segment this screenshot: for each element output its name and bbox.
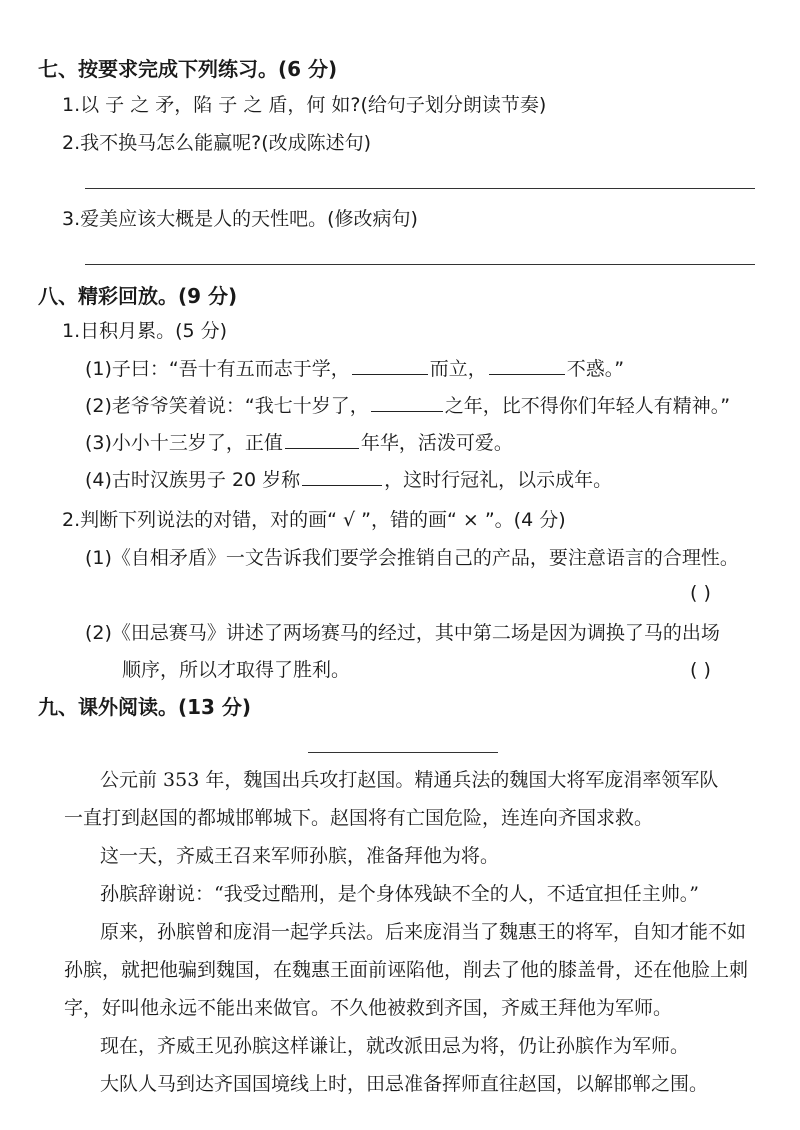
passage-line-9: 大队人马到达齐国国境线上时，田忌准备挥师直往赵国，以解邯郸之围。 <box>100 1073 709 1095</box>
fill-item-2-text-b: 之年，比不得你们年轻人有精神。” <box>444 395 731 417</box>
answer-line-7-2[interactable] <box>85 188 755 189</box>
passage-line-7: 字，好叫他永远不能出来做官。不久他被救到齐国，齐威王拜他为军师。 <box>64 997 673 1019</box>
passage-line-3: 这一天，齐威王召来军师孙膑，准备拜他为将。 <box>100 845 500 867</box>
judge-answer-1[interactable]: ( ) <box>690 582 711 604</box>
question-7-1: 1.以 子 之 矛，陷 子 之 盾，何 如?(给句子划分朗读节奏) <box>62 94 547 116</box>
question-7-3: 3.爱美应该大概是人的天性吧。(修改病句) <box>62 208 418 230</box>
passage-line-2: 一直打到赵国的都城邯郸城下。赵国将有亡国危险，连连向齐国求救。 <box>64 807 654 829</box>
question-7-2: 2.我不换马怎么能赢呢?(改成陈述句) <box>62 132 372 154</box>
judge-item-2-line-1: (2)《田忌赛马》讲述了两场赛马的经过，其中第二场是因为调换了马的出场 <box>85 622 720 644</box>
answer-line-7-3[interactable] <box>85 264 755 265</box>
fill-item-2-text-a: (2)老爷爷笑着说：“我七十岁了， <box>85 395 369 417</box>
section-9-title: 九、课外阅读。(13 分) <box>38 695 252 719</box>
fill-item-1 <box>85 356 624 382</box>
passage-title-blank[interactable] <box>308 752 498 753</box>
passage-line-8: 现在，齐威王见孙膑这样谦让，就改派田忌为将，仍让孙膑作为军师。 <box>100 1035 690 1057</box>
blank-5[interactable] <box>302 467 382 486</box>
fill-item-2 <box>85 393 730 419</box>
judge-item-1: (1)《自相矛盾》一文告诉我们要学会推销自己的产品，要注意语言的合理性。 <box>85 547 739 569</box>
fill-item-3-text-b: 年华，活泼可爱。 <box>360 432 513 454</box>
fill-item-3 <box>85 430 513 456</box>
section-8-title: 八、精彩回放。(9 分) <box>38 284 238 308</box>
fill-item-1-text-a: (1)子曰：“吾十有五而志于学， <box>85 358 350 380</box>
fill-item-4-text-a: (4)古时汉族男子 20 岁称 <box>85 469 301 491</box>
judge-item-2-line-2: 顺序，所以才取得了胜利。 <box>122 659 351 681</box>
passage-line-1: 公元前 353 年，魏国出兵攻打赵国。精通兵法的魏国大将军庞涓率领军队 <box>100 769 719 791</box>
question-8-1-title: 1.日积月累。(5 分) <box>62 320 228 342</box>
fill-item-1-text-b: 而立， <box>429 358 487 380</box>
judge-answer-2[interactable]: ( ) <box>690 659 711 681</box>
blank-3[interactable] <box>371 393 443 412</box>
fill-item-3-text-a: (3)小小十三岁了，正值 <box>85 432 283 454</box>
passage-line-6: 孙膑，就把他骗到魏国，在魏惠王面前诬陷他，削去了他的膝盖骨，还在他脸上刺 <box>64 959 749 981</box>
section-7-title: 七、按要求完成下列练习。(6 分) <box>38 57 338 81</box>
passage-line-4: 孙膑辞谢说：“我受过酷刑，是个身体残缺不全的人，不适宜担任主帅。” <box>100 883 699 905</box>
question-8-2-title: 2.判断下列说法的对错，对的画“ √ ”，错的画“ × ”。(4 分) <box>62 509 566 531</box>
blank-4[interactable] <box>285 430 359 449</box>
fill-item-4-text-b: ，这时行冠礼，以示成年。 <box>384 469 613 491</box>
passage-line-5: 原来，孙膑曾和庞涓一起学兵法。后来庞涓当了魏惠王的将军，自知才能不如 <box>100 921 747 943</box>
fill-item-1-text-c: 不惑。” <box>566 358 625 380</box>
fill-item-4 <box>85 467 612 493</box>
blank-1[interactable] <box>352 356 428 375</box>
blank-2[interactable] <box>489 356 565 375</box>
